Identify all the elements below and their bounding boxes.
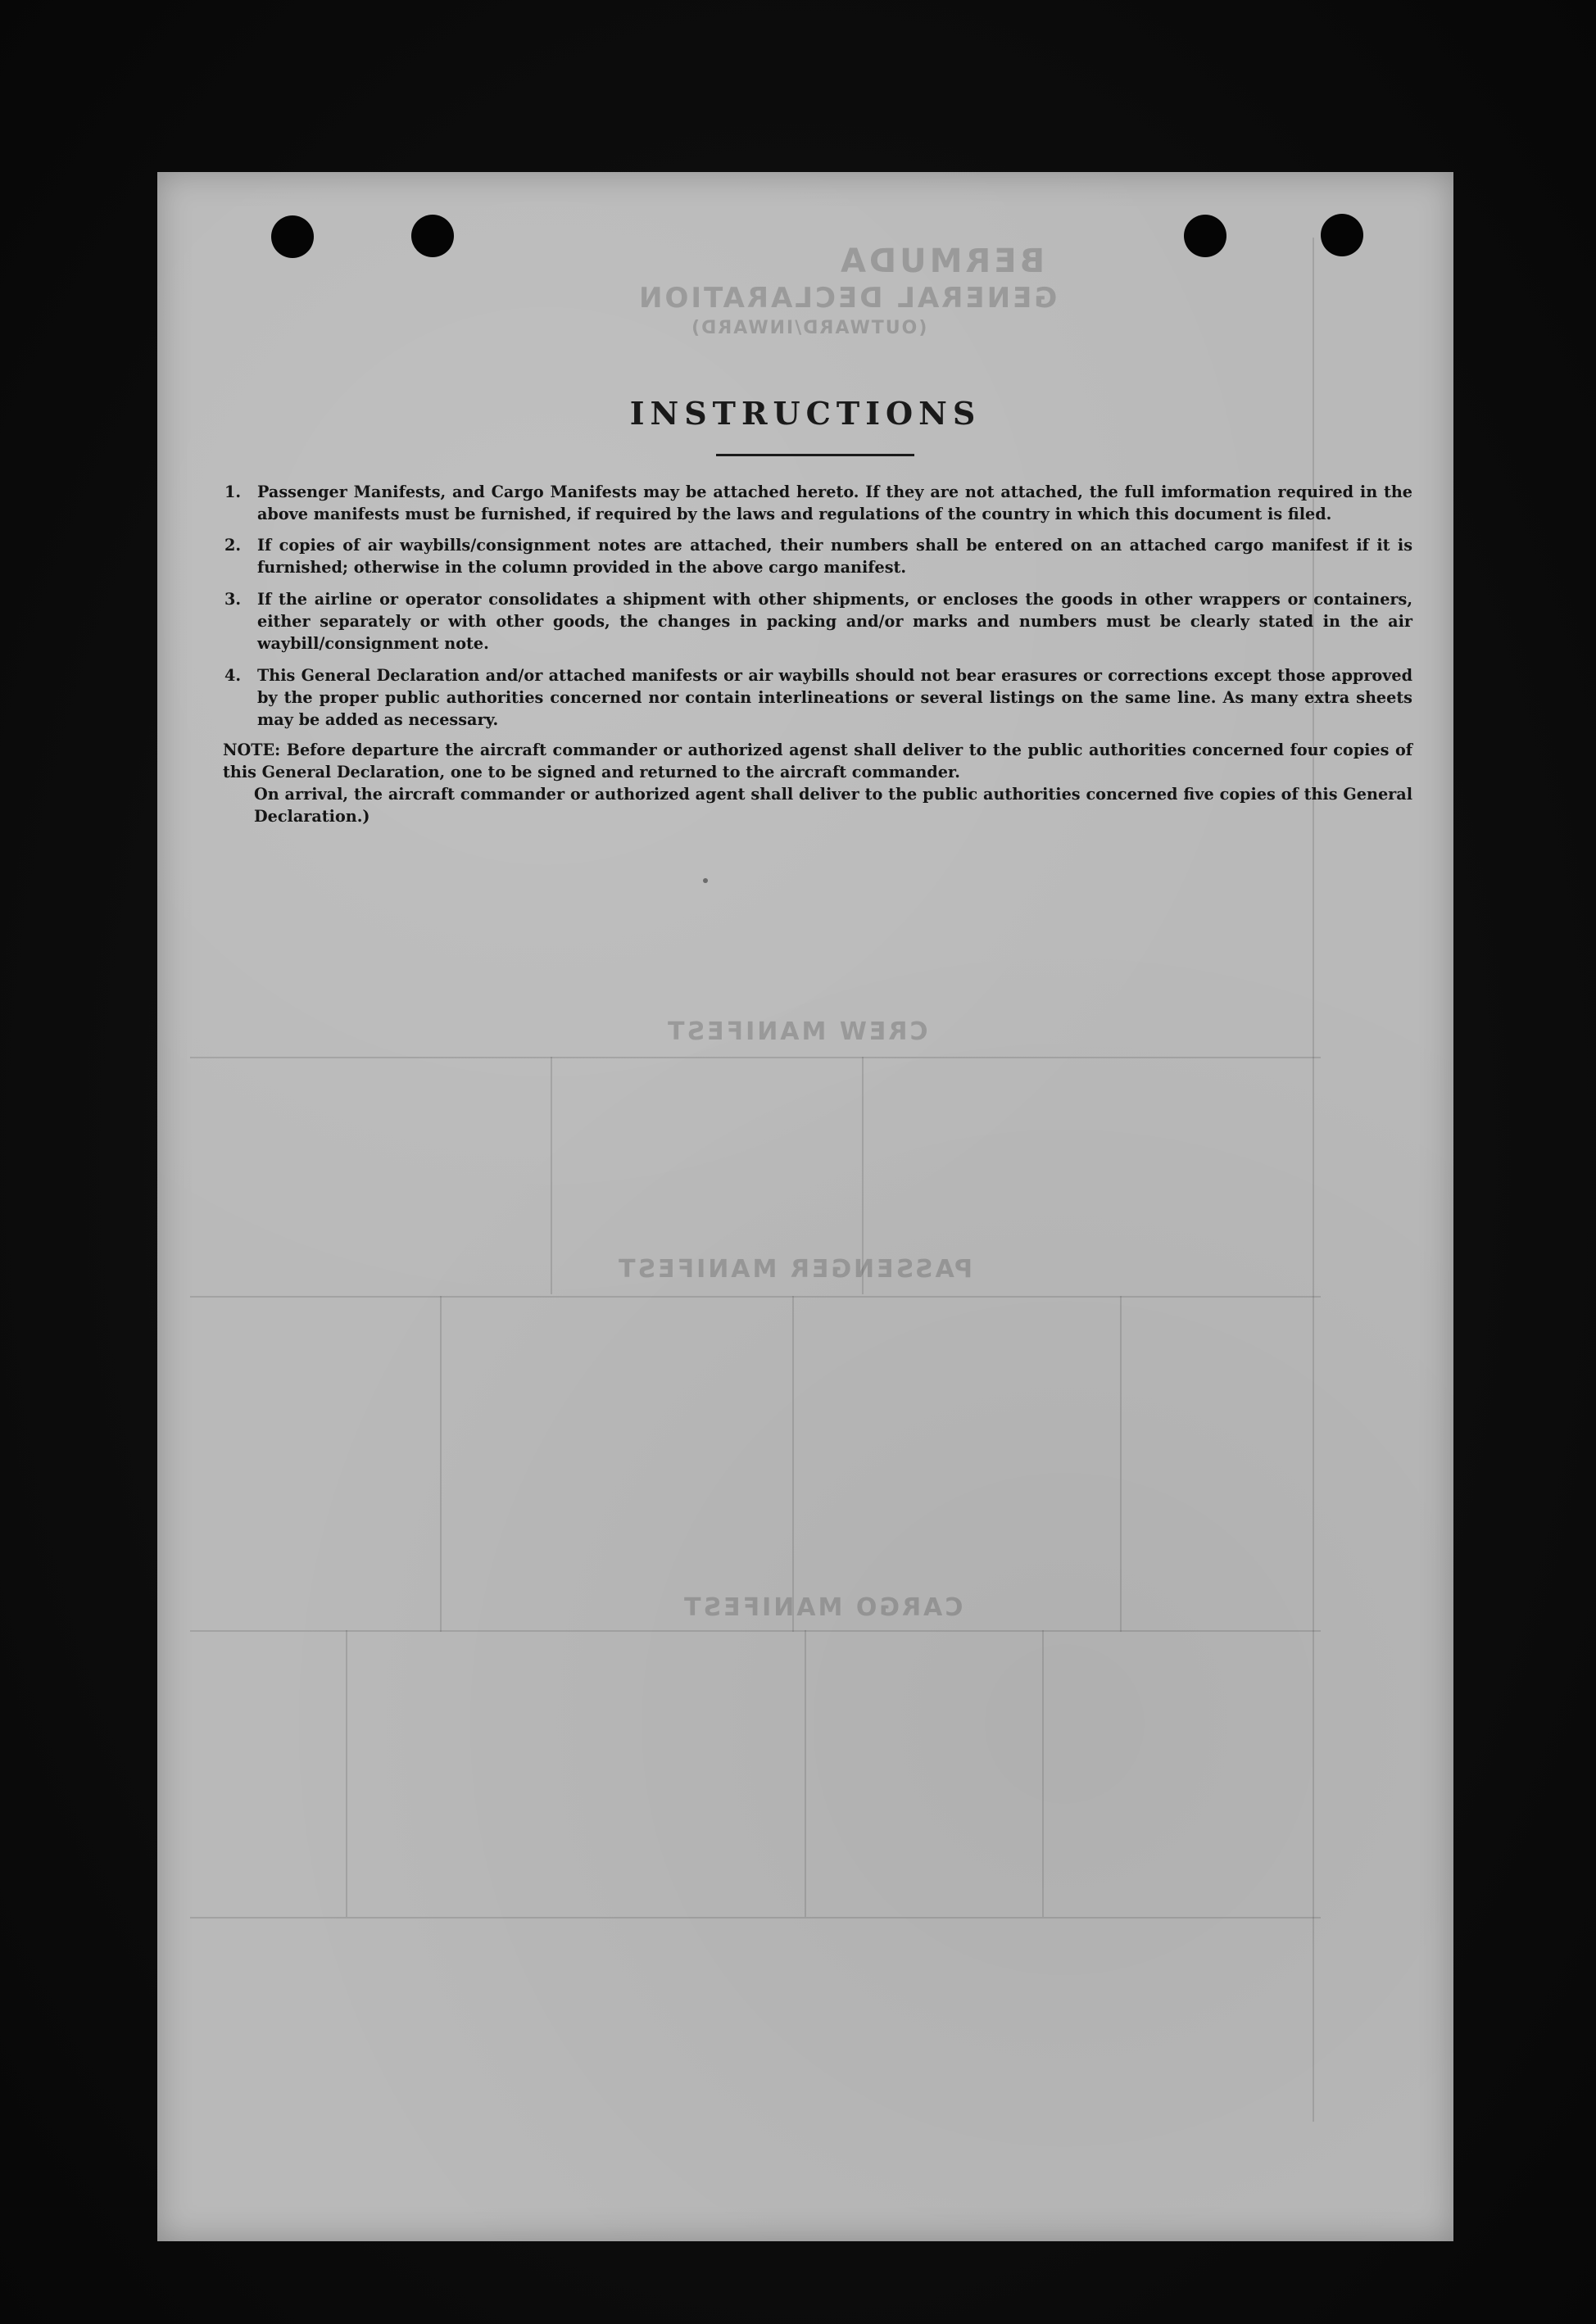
show-through-rule [190,1296,1321,1298]
show-through-rule [190,1057,1321,1058]
note-line-2: On arrival, the aircraft commander or authorized agent shall deliver to the public authorities concerned five copies of this General Declaration.) [254,785,1412,826]
show-through-cargo: CARGO MANIFEST [682,1593,963,1622]
instruction-item-4: This General Declaration and/or attached manifests or air waybills should not bear erasures or corrections except those approved by the proper public authorities concerned nor contain interlineations or several listings on the same line. As many extra sheets may be added as necessary. [257,666,1412,729]
title-underline [716,454,914,456]
show-through-subheader2: (OUTWARD/INWARD) [690,318,927,338]
show-through-rule [805,1630,806,1917]
show-through-subheader: GENERAL DECLARATION [637,282,1058,315]
show-through-rule [862,1057,864,1294]
show-through-header: BERMUDA [837,242,1045,280]
item-number: 3. [224,590,242,609]
instruction-item-3: If the airline or operator consolidates a shipment with other shipments, or encloses the goods in other wrappers or containers, either separately or with other goods, the changes in packing and/or marks and numbers must be clearly stated in the air waybill/consignment note. [257,590,1412,653]
item-number: 1. [224,482,242,501]
document-page [157,172,1453,2241]
show-through-passenger: PASSENGER MANIFEST [616,1255,973,1284]
show-through-crew: CREW MANIFEST [665,1017,928,1046]
note-line-1: NOTE: Before departure the aircraft commander or authorized agenst shall deliver to the public authorities concerned four copies of this General Declaration, one to be signed and returned to the aircraft commander. [223,741,1412,781]
page-title: INSTRUCTIONS [629,395,982,432]
show-through-rule [190,1917,1321,1919]
show-through-rule [1120,1296,1122,1632]
punch-hole-2 [411,215,454,257]
show-through-rule [551,1057,552,1294]
speck [703,878,708,883]
punch-hole-3 [1184,215,1226,257]
show-through-rule [190,1630,1321,1632]
show-through-rule [346,1630,347,1917]
show-through-rule [440,1296,442,1632]
item-number: 2. [224,536,242,555]
punch-hole-1 [271,215,314,258]
instruction-item-2: If copies of air waybills/consignment notes are attached, their numbers shall be entered on an attached cargo manifest if it is furnished; otherwise in the column provided in the above cargo manifest. [257,536,1412,577]
show-through-rule [1042,1630,1044,1917]
punch-hole-4 [1321,214,1363,256]
show-through-rule [792,1296,794,1632]
item-number: 4. [224,666,242,685]
instruction-item-1: Passenger Manifests, and Cargo Manifests may be attached hereto. If they are not attached, the full imformation required in the above manifests must be furnished, if required by the laws and regulations of the country in which this document is filed. [257,482,1412,523]
